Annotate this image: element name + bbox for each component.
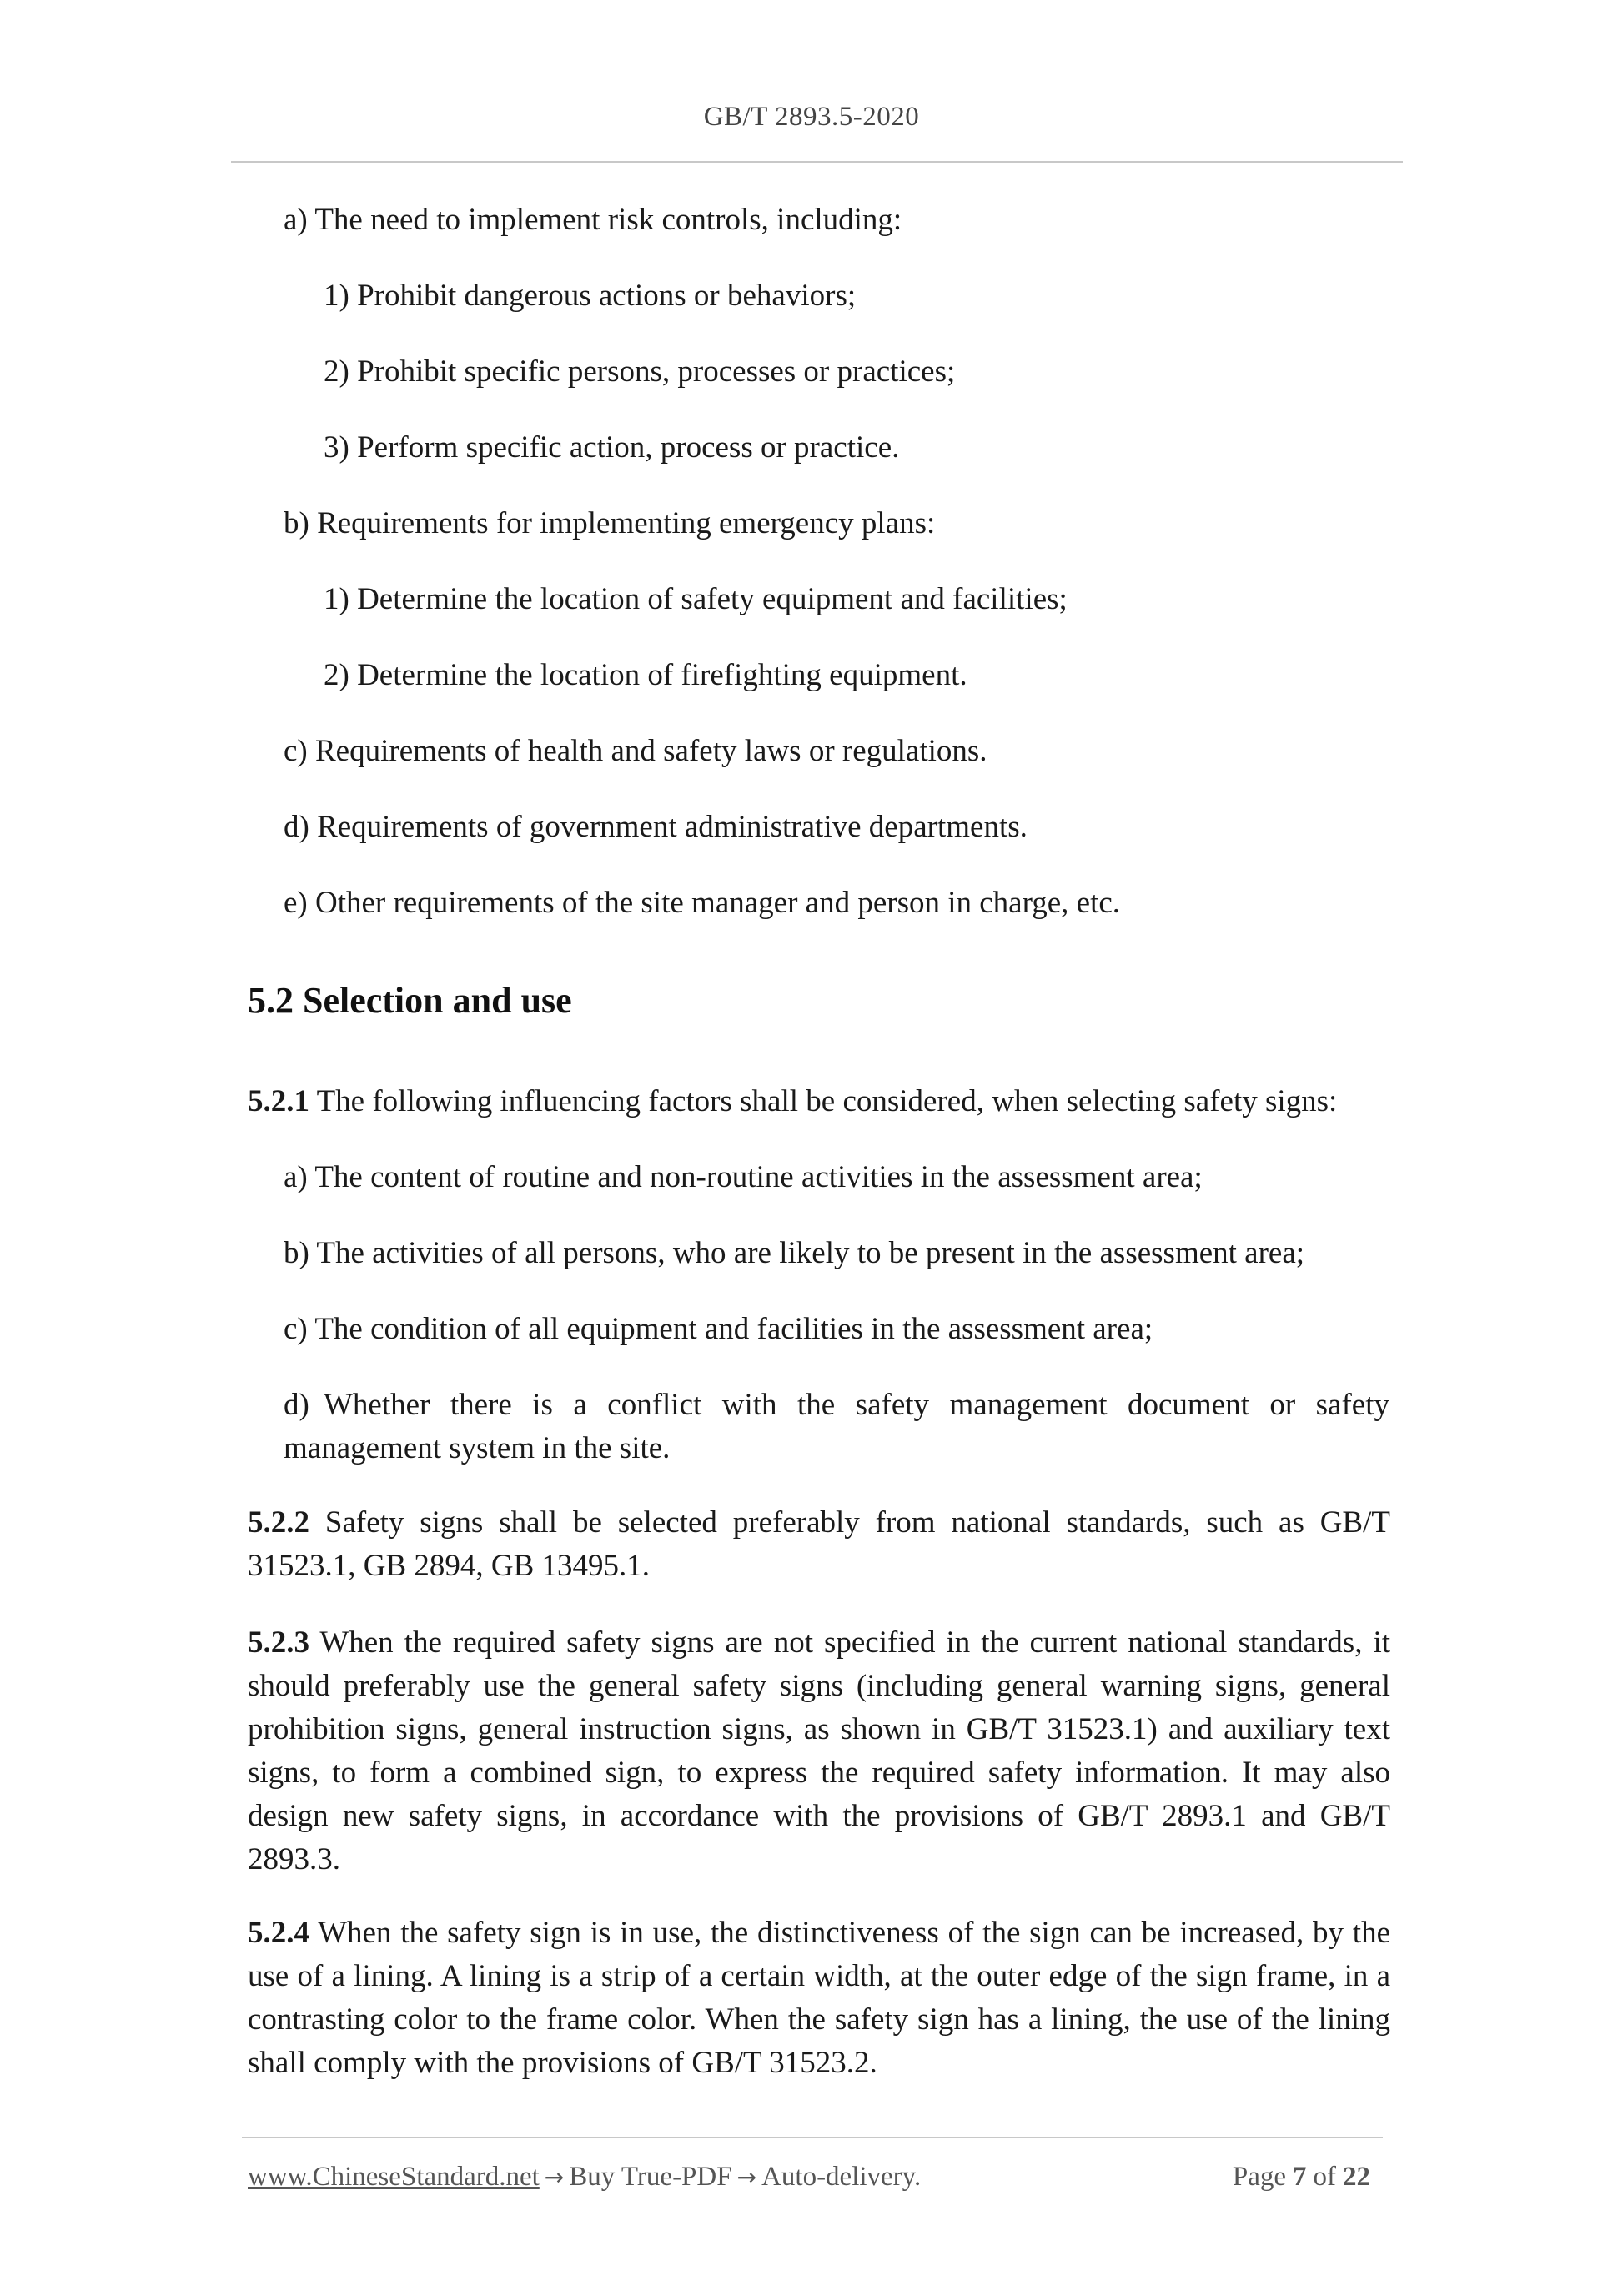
clause-5-2-3: [248, 1621, 1390, 1882]
clause-5-2-2: [248, 1501, 1390, 1588]
list-item-e: e) Other requirements of the site manager and person in charge, etc.: [284, 886, 1121, 920]
list-item-c: c) Requirements of health and safety laws or regulations.: [284, 734, 987, 768]
page-number: [1233, 2162, 1377, 2193]
section-heading: 5.2 Selection and use: [248, 980, 572, 1021]
list-item-d: d) Requirements of government administrative departments.: [284, 810, 1028, 844]
footer-divider: [242, 2137, 1383, 2138]
clause-5-2-1-item-b: b) The activities of all persons, who are likely to be present in the assessment area;: [284, 1236, 1305, 1270]
clause-5-2-1-item-c: c) The condition of all equipment and facilities in the assessment area;: [284, 1312, 1153, 1346]
page-of-label: of: [1313, 2162, 1336, 2192]
list-item-a: a) The need to implement risk controls, including:: [284, 203, 902, 237]
list-item-b: b) Requirements for implementing emergency plans:: [284, 506, 936, 540]
document-header-title: GB/T 2893.5-2020: [703, 102, 920, 132]
clause-text: Safety signs shall be selected preferably from national standards, such as GB/T 31523.1, GB 2894, GB 13495.1.: [248, 1505, 1390, 1583]
clause-number: 5.2.1: [248, 1084, 309, 1118]
clause-number: 5.2.3: [248, 1625, 309, 1660]
clause-number: 5.2.4: [248, 1916, 309, 1950]
auto-delivery-text: Auto-delivery.: [761, 2162, 922, 2192]
list-subitem-a3: 3) Perform specific action, process or practice.: [324, 430, 900, 465]
page-total: 22: [1343, 2162, 1370, 2192]
arrow-right-icon: →: [544, 2163, 565, 2191]
list-subitem-a1: 1) Prohibit dangerous actions or behaviors;: [324, 279, 857, 313]
clause-text: The following influencing factors shall be considered, when selecting safety signs:: [309, 1084, 1338, 1118]
clause-5-2-1-item-d: [284, 1384, 1389, 1470]
page-current: 7: [1293, 2162, 1307, 2192]
clause-text: When the safety sign is in use, the distinctiveness of the sign can be increased, by the use of a lining. A lining is a strip of a certain width, at the outer edge of the sign frame, in a contrasting color to the frame color. When the safety sign has a lining, the use of the lining shall comply with the provisions of GB/T 31523.2.: [248, 1916, 1390, 2080]
header-divider: [231, 161, 1403, 163]
page-label: Page: [1232, 2162, 1286, 2192]
footer-promo: [248, 2162, 921, 2193]
list-subitem-b1: 1) Determine the location of safety equipment and facilities;: [324, 582, 1068, 616]
list-item-text: Whether there is a conflict with the safety management document or safety management system in the site.: [284, 1388, 1389, 1465]
list-subitem-b2: 2) Determine the location of firefighting equipment.: [324, 658, 967, 692]
clause-5-2-4: [248, 1912, 1390, 2085]
clause-number: 5.2.2: [248, 1505, 309, 1540]
website-link[interactable]: www.ChineseStandard.net: [248, 2162, 540, 2192]
list-marker: d): [284, 1388, 309, 1422]
clause-text: When the required safety signs are not specified in the current national standards, it should preferably use the general safety signs (including general warning signs, general prohibition signs, general instruction signs, as shown in GB/T 31523.1) and auxiliary text signs, to form a combined sign, to express the required safety information. It may also design new safety signs, in accordance with the provisions of GB/T 2893.1 and GB/T 2893.3.: [248, 1625, 1390, 1876]
clause-5-2-1-item-a: a) The content of routine and non-routine activities in the assessment area;: [284, 1160, 1203, 1194]
buy-pdf-text: Buy True-PDF: [569, 2162, 732, 2192]
arrow-right-icon: →: [736, 2163, 757, 2191]
clause-5-2-1: [248, 1080, 1390, 1123]
list-subitem-a2: 2) Prohibit specific persons, processes or practices;: [324, 354, 956, 389]
